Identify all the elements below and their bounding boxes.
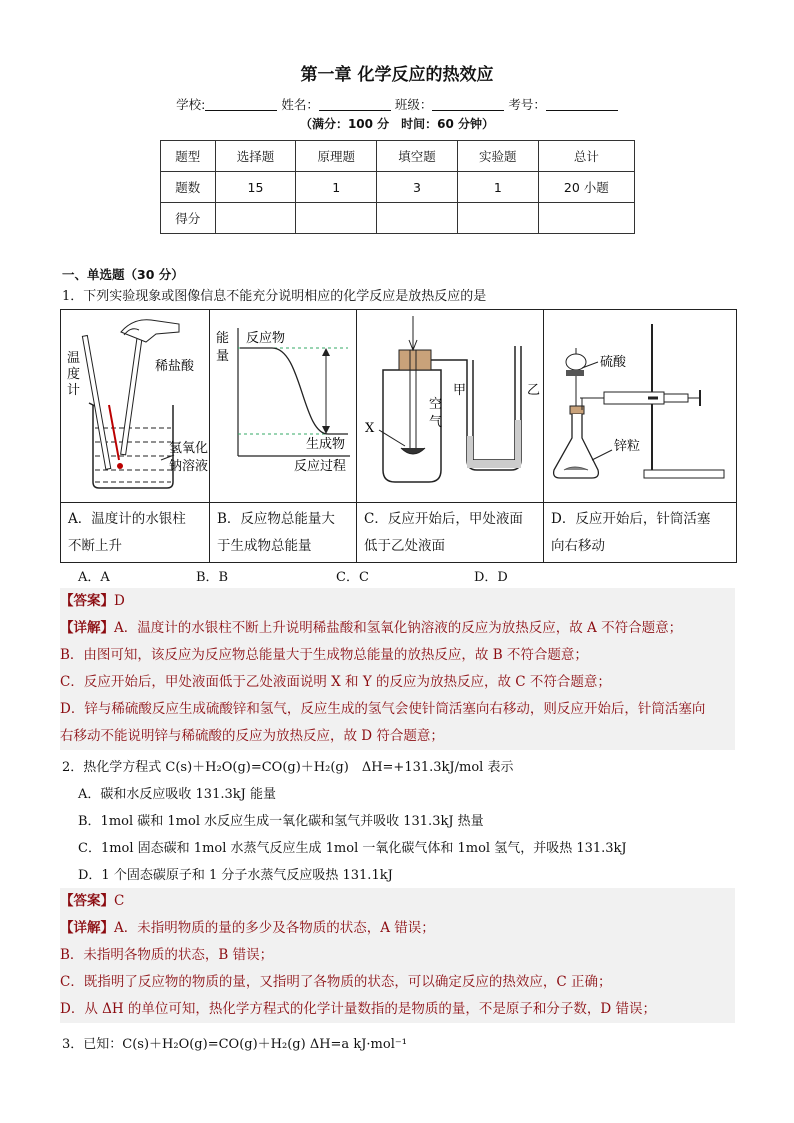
fig-b-label: 能 [216, 331, 230, 346]
table-cell: 实验题 [457, 141, 538, 172]
detail-line: B．由图可知，该反应为反应物总能量大于生成物总能量的放热反应，故 B 不符合题意； [60, 647, 588, 663]
detail-line: A．未指明物质的量的多少及各物质的状态，A 错误； [114, 920, 435, 936]
q3-stem: 3．已知：C(s)＋H₂O(g)=CO(g)＋H₂(g) ΔH=a kJ·mol⁻¹ [62, 1037, 407, 1052]
table-row [161, 172, 635, 203]
table-cell: 填空题 [377, 141, 458, 172]
answer-label: 【答案】 [60, 893, 114, 909]
q1-answer-block [60, 588, 735, 750]
section-heading: 一、单选题（30 分） [62, 267, 184, 282]
table-cell: 题数 [161, 172, 216, 203]
q2-stem: 2．热化学方程式 C(s)＋H₂O(g)=CO(g)＋H₂(g) ΔH=+131.3kJ/mol 表示 [62, 760, 514, 775]
caption-line: 于生成物总能量 [217, 538, 312, 554]
fig-d-label: 锌粒 [614, 439, 641, 454]
fig-a-label: 钠溶液 [169, 459, 209, 474]
fig-d-label: 硫酸 [600, 355, 627, 370]
exam-subtitle: （满分：100 分 时间：60 分钟） [299, 117, 495, 131]
detail-line: D．从 ΔH 的单位可知，热化学方程式的化学计量数指的是物质的量，不是原子和分子数，D 错误； [60, 1001, 657, 1017]
score-input-cell[interactable] [377, 203, 458, 234]
score-input-cell[interactable] [538, 203, 634, 234]
detail-line: C．既指明了反应物的物质的量，又指明了各物质的状态，可以确定反应的热效应，C 正确； [60, 974, 612, 990]
figure-d [544, 310, 737, 503]
detail-label: 【详解】 [60, 920, 114, 936]
name-label: 姓名： [281, 97, 319, 112]
score-input-cell[interactable] [457, 203, 538, 234]
caption-line: 向右移动 [551, 538, 605, 554]
energy-profile-diagram [210, 310, 356, 498]
name-blank[interactable] [319, 98, 391, 111]
figure-b [210, 310, 357, 503]
q2-option-c[interactable]: C．1mol 固态碳和 1mol 水蒸气反应生成 1mol 一氧化碳气体和 1mol 氢气，并吸热 131.3kJ [78, 841, 627, 856]
table-cell: 1 [296, 172, 377, 203]
fig-b-label: 生成物 [306, 437, 346, 452]
q2-option-b[interactable]: B．1mol 碳和 1mol 水反应生成一氧化碳和氢气并吸收 131.3kJ 热量 [78, 814, 484, 829]
table-row [161, 203, 635, 234]
q2-answer-block [60, 888, 735, 1023]
caption-line: 不断上升 [68, 538, 122, 554]
caption-b [210, 503, 357, 563]
answer-value: C [114, 893, 125, 909]
student-info-line [0, 95, 794, 113]
table-cell: 15 [215, 172, 296, 203]
table-cell: 题型 [161, 141, 216, 172]
table-row [161, 141, 635, 172]
answer-value: D [114, 593, 125, 609]
detail-line: A．温度计的水银柱不断上升说明稀盐酸和氢氧化钠溶液的反应为放热反应，故 A 不符合题意； [114, 620, 683, 636]
fig-a-label: 度 [67, 367, 81, 382]
caption-a [61, 503, 210, 563]
school-blank[interactable] [205, 98, 277, 111]
option-b[interactable]: B．B [196, 570, 229, 585]
fig-c-label: X [365, 421, 375, 436]
fig-b-label: 反应物 [246, 331, 286, 346]
page-title: 第一章 化学反应的热效应 [300, 65, 494, 85]
option-d[interactable]: D．D [474, 570, 508, 585]
caption-line: B．反应物总能量大 [217, 511, 335, 527]
class-blank[interactable] [432, 98, 504, 111]
fig-a-label: 氢氧化 [169, 441, 209, 456]
table-cell: 原理题 [296, 141, 377, 172]
fig-a-label: 计 [67, 383, 81, 398]
score-table [160, 140, 635, 234]
figure-c [357, 310, 544, 503]
detail-label: 【详解】 [60, 620, 114, 636]
detail-line: C．反应开始后，甲处液面低于乙处液面说明 X 和 Y 的反应为放热反应，故 C 不符合题意； [60, 674, 611, 690]
caption-d [544, 503, 737, 563]
q2-option-a[interactable]: A．碳和水反应吸收 131.3kJ 能量 [78, 787, 276, 802]
fig-a-label: 温 [67, 351, 81, 366]
detail-line: B．未指明各物质的状态，B 错误； [60, 947, 274, 963]
beaker-thermometer-diagram [61, 310, 209, 498]
fig-c-label: 乙 [527, 383, 541, 398]
score-input-cell[interactable] [215, 203, 296, 234]
exam-no-label: 考号： [508, 97, 546, 112]
class-label: 班级： [394, 97, 433, 112]
caption-line: D．反应开始后，针筒活塞 [551, 511, 711, 527]
table-cell: 3 [377, 172, 458, 203]
table-cell: 得分 [161, 203, 216, 234]
detail-line: D．锌与稀硫酸反应生成硫酸锌和氢气，反应生成的氢气会使针筒活塞向右移动，则反应开始后，针筒活塞向 [60, 701, 706, 717]
option-a[interactable]: A．A [78, 570, 110, 585]
fig-c-label: 空 [429, 397, 443, 412]
caption-c [357, 503, 544, 563]
fig-c-label: 气 [429, 415, 443, 430]
fig-b-label: 量 [216, 349, 230, 364]
option-c[interactable]: C．C [336, 570, 369, 585]
figure-a [61, 310, 210, 503]
table-cell: 1 [457, 172, 538, 203]
school-label: 学校: [176, 97, 206, 112]
score-input-cell[interactable] [296, 203, 377, 234]
table-cell: 20 小题 [538, 172, 634, 203]
q1-figure-table [60, 309, 737, 563]
q2-option-d[interactable]: D．1 个固态碳原子和 1 分子水蒸气反应吸热 131.1kJ [78, 868, 393, 883]
answer-label: 【答案】 [60, 593, 114, 609]
exam-no-blank[interactable] [546, 98, 618, 111]
fig-b-label: 反应过程 [294, 459, 347, 474]
table-cell: 选择题 [215, 141, 296, 172]
caption-line: C．反应开始后，甲处液面 [364, 511, 523, 527]
flask-syringe-diagram [544, 310, 736, 498]
detail-line: 右移动不能说明锌与稀硫酸的反应为放热反应，故 D 符合题意； [60, 728, 444, 744]
q1-stem: 1．下列实验现象或图像信息不能充分说明相应的化学反应是放热反应的是 [62, 289, 487, 304]
caption-line: A．温度计的水银柱 [68, 511, 186, 527]
caption-line: 低于乙处液面 [364, 538, 445, 554]
u-tube-apparatus-diagram [357, 310, 543, 498]
fig-c-label: 甲 [453, 383, 467, 398]
table-cell: 总计 [538, 141, 634, 172]
fig-a-label: 稀盐酸 [155, 359, 195, 374]
